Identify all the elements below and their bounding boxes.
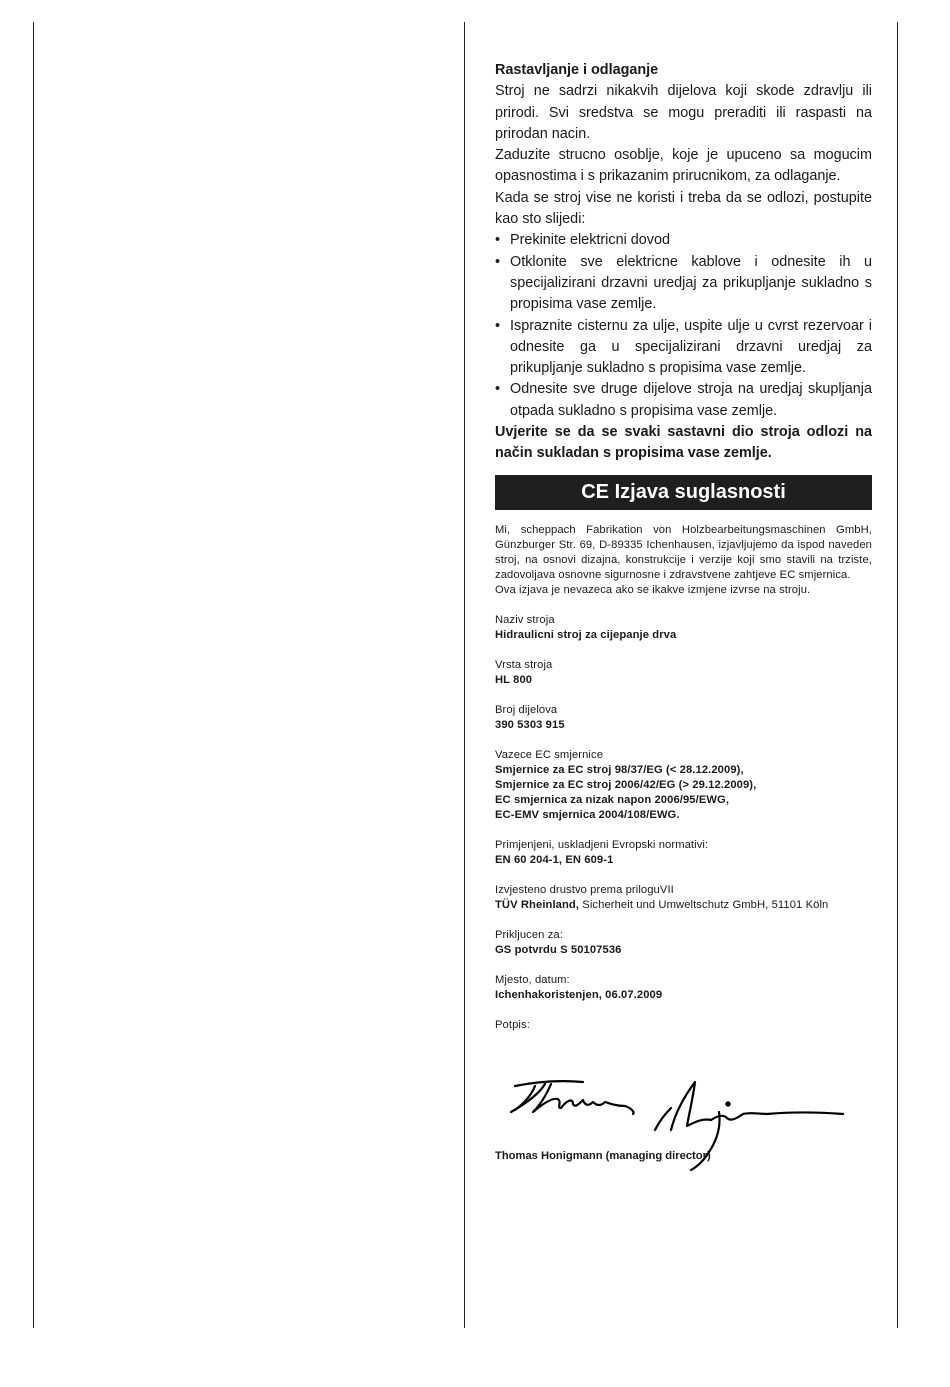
ce-declaration: [495, 523, 872, 1033]
testing-body-field: [495, 883, 872, 913]
testing-body-name: TÜV Rheinland,: [495, 899, 580, 911]
signature-field: [495, 1018, 872, 1033]
list-item-text: Otklonite sve elektricne kablove i odnesite ih u specijalizirani drzavni uredjaj za prikupljanje sukladno s propisima vase zemlje.: [510, 253, 872, 313]
bullet-icon: •: [495, 317, 501, 334]
list-item-text: Prekinite elektricni dovod: [510, 232, 670, 249]
field-label: Potpis:: [495, 1019, 530, 1031]
field-value: EN 60 204-1, EN 609-1: [495, 854, 614, 866]
ce-declaration-banner: CE Izjava suglasnosti: [495, 475, 872, 510]
center-column-rule: [464, 22, 465, 1328]
list-item: [495, 230, 872, 251]
standards-field: [495, 838, 872, 868]
attached-certificate-field: [495, 928, 872, 958]
directive-line: EC smjernica za nizak napon 2006/95/EWG,: [495, 794, 730, 806]
list-item-text: Odnesite sve druge dijelove stroja na uredjaj skupljanja otpada sukladno s propisima vase zemlje.: [510, 381, 872, 419]
place-date-field: [495, 973, 872, 1003]
field-label: Vrsta stroja: [495, 659, 553, 671]
directive-line: Smjernice za EC stroj 2006/42/EG (> 29.12.2009),: [495, 779, 757, 791]
disposal-closing-note: Uvjerite se da se svaki sastavni dio stroja odlozi na način sukladan s propisima vase zemlje.: [495, 424, 872, 462]
part-number-field: [495, 703, 872, 733]
machine-type-field: [495, 658, 872, 688]
field-value: Ichenhakoristenjen, 06.07.2009: [495, 989, 663, 1001]
bullet-icon: •: [495, 253, 501, 270]
field-label: Naziv stroja: [495, 614, 555, 626]
directive-line: Smjernice za EC stroj 98/37/EG (< 28.12.2009),: [495, 764, 744, 776]
directive-line: EC-EMV smjernica 2004/108/EWG.: [495, 809, 680, 821]
disposal-paragraph-1: Stroj ne sadrzi nikakvih dijelova koji skode zdravlju ili prirodi. Svi sredstva se mogu preraditi ili raspasti na prirodan nacin.: [495, 83, 872, 142]
ec-directives-field: [495, 748, 872, 823]
field-label: Prikljucen za:: [495, 929, 563, 941]
disposal-paragraph-2: Zaduzite strucno osoblje, koje je upuceno sa mogucim opasnostima i s prikazanim prirucnikom, za odlaganje.: [495, 147, 872, 185]
disposal-heading: Rastavljanje i odlaganje: [495, 62, 659, 78]
right-margin-rule: [897, 22, 898, 1328]
field-value: HL 800: [495, 674, 533, 686]
field-value: 390 5303 915: [495, 719, 565, 731]
field-value: [495, 898, 872, 913]
disposal-steps-list: [495, 230, 872, 422]
list-item-text: Ispraznite cisternu za ulje, uspite ulje u cvrst rezervoar i odnesite ga u specijalizirani drzavni uredjaj za prikupljanje sukladno s propisima vase zemlje.: [510, 317, 872, 377]
signer-name: Thomas Honigmann (managing director): [495, 1150, 711, 1162]
bullet-icon: •: [495, 232, 501, 249]
field-value: Hidraulicni stroj za cijepanje drva: [495, 629, 677, 641]
bullet-icon: •: [495, 381, 501, 398]
field-label: Mjesto, datum:: [495, 974, 570, 986]
testing-body-address: Sicherheit und Umweltschutz GmbH, 51101 Köln: [579, 899, 829, 911]
declaration-intro: Mi, scheppach Fabrikation von Holzbearbeitungsmaschinen GmbH, Günzburger Str. 69, D-89335 Ichenhausen, izjavljujemo da ispod naveden stroj, na osnovi dizajna, konstrukcije i verzije koji smo stavili na trziste, zadovoljava osnovne sigurnosne i zdravstvene zahtjeve EC smjernica.: [495, 524, 872, 581]
list-item: [495, 316, 872, 380]
field-label: Primjenjeni, uskladjeni Evropski normativi:: [495, 839, 709, 851]
field-label: Izvjesteno drustvo prema priloguVII: [495, 884, 674, 896]
declaration-validity-note: Ova izjava je nevazeca ako se ikakve izmjene izvrse na stroju.: [495, 584, 811, 596]
list-item: [495, 252, 872, 316]
left-margin-rule: [33, 22, 34, 1328]
list-item: [495, 379, 872, 422]
field-label: Broj dijelova: [495, 704, 558, 716]
field-value: GS potvrdu S 50107536: [495, 944, 622, 956]
field-label: Vazece EC smjernice: [495, 749, 604, 761]
machine-name-field: [495, 613, 872, 643]
disposal-paragraph-3: Kada se stroj vise ne koristi i treba da se odlozi, postupite kao sto slijedi:: [495, 189, 872, 228]
disposal-section: [495, 60, 872, 465]
